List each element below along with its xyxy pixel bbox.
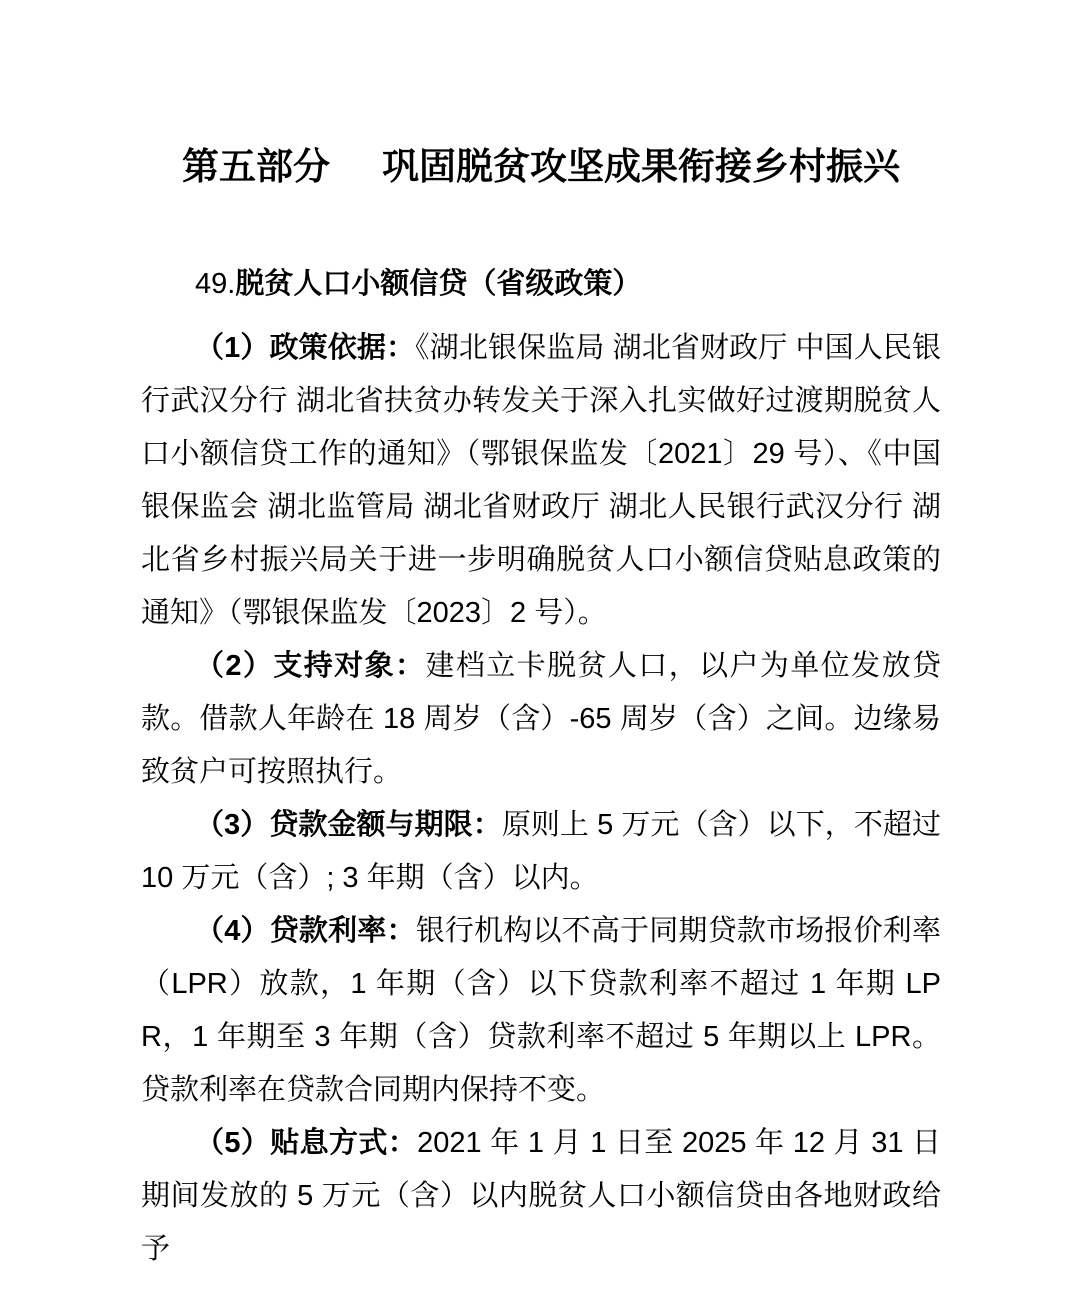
paragraph-1-text: 《湖北银保监局 湖北省财政厅 中国人民银行武汉分行 湖北省扶贫办转发关于深入扎实做好过渡期脱贫人口小额信贷工作的通知》（鄂银保监发〔2021〕29 号）、《中国银保监会 湖北监管局 湖北省财政厅 湖北人民银行武汉分行 湖北省乡村振兴局关于进一步明确脱贫人口小额信贷贴息政策的通知》（鄂银保监发〔2023〕2 号）。: [141, 332, 941, 629]
paragraph-support-target: [141, 640, 941, 799]
paragraph-3-label: （3）贷款金额与期限：: [195, 809, 502, 841]
section-heading-text: 脱贫人口小额信贷（省级政策）: [235, 268, 642, 300]
section-heading: [141, 258, 941, 311]
paragraph-5-label: （5）贴息方式：: [195, 1127, 418, 1159]
page-title: [141, 143, 941, 191]
page-title-part2: 巩固脱贫攻坚成果衔接乡村振兴: [382, 146, 900, 187]
page-title-part1: 第五部分: [182, 146, 330, 187]
paragraph-4-text: 银行机构以不高于同期贷款市场报价利率（LPR）放款，1 年期（含）以下贷款利率不超过 1 年期 LPR，1 年期至 3 年期（含）贷款利率不超过 5 年期以上 LPR。贷款利率在贷款合同期内保持不变。: [141, 915, 941, 1106]
paragraph-loan-rate: [141, 905, 941, 1117]
paragraph-3-text: 原则上 5 万元（含）以下，不超过 10 万元（含）; 3 年期（含）以内。: [141, 809, 941, 894]
paragraph-policy-basis: [141, 322, 941, 640]
paragraph-interest-subsidy: [141, 1117, 941, 1276]
paragraph-2-text: 建档立卡脱贫人口，以户为单位发放贷款。借款人年龄在 18 周岁（含）-65 周岁（含）之间。边缘易致贫户可按照执行。: [141, 650, 941, 788]
paragraph-1-label: （1）政策依据：: [195, 332, 416, 364]
section-number: 49.: [195, 268, 236, 300]
paragraph-5-text: 2021 年 1 月 1 日至 2025 年 12 月 31 日期间发放的 5 万元（含）以内脱贫人口小额信贷由各地财政给予: [141, 1127, 941, 1265]
paragraph-loan-amount-term: [141, 799, 941, 905]
document-body: [141, 322, 941, 1276]
paragraph-4-label: （4）贷款利率：: [195, 915, 416, 947]
paragraph-2-label: （2）支持对象：: [195, 650, 426, 682]
